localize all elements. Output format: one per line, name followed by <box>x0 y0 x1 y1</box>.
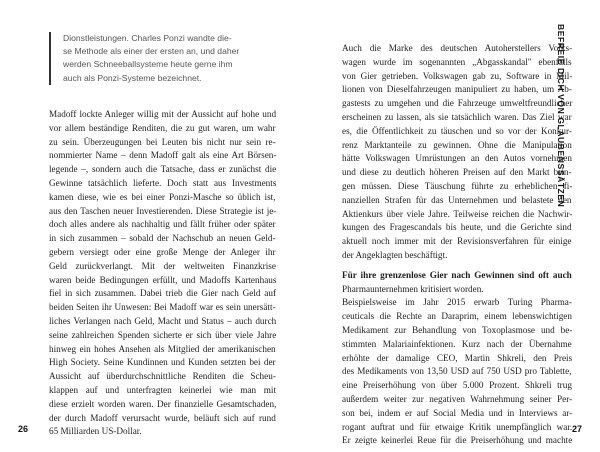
body-line: High Society. Seine Kundinnen und Kunden setzten bei der <box>49 357 276 368</box>
body-line: Gewinne tatsächlich lieferte. Doch statt aus Investments <box>49 177 277 188</box>
body-line: diese erzielt worden waren. Der finanzielle Gesamtschaden, <box>49 398 277 409</box>
body-line: Er zeigte keinerlei Reue für die Preiserhöhung und machte <box>342 435 573 446</box>
body-line: son bei, indem er auf Social Media und in Interviews ar- <box>342 407 573 418</box>
body-line: fiel in sich zusammen. Dabei trieb die Gier nach Geld auf <box>49 288 276 299</box>
body-line: der Angeklagten beschäftigt. <box>342 249 448 260</box>
body-line: Aussicht auf überdurchschnittliche Renditen die Scheu- <box>49 371 276 382</box>
body-line: wagen wurde im sogenannten „Abgasskandal" ebenfalls <box>342 56 572 67</box>
quote-line: auch als Ponzi-Systeme bezeichnet. <box>63 72 202 83</box>
body-line: legende –, sondern auch die Tatsache, dass er zunächst die <box>49 164 277 175</box>
body-line: Pharmaunternehmen kritisiert worden. <box>342 283 484 294</box>
body-line: aktuell noch immer mit der Revisionsverfahren für einige <box>342 236 572 247</box>
running-title-text: BEFREIE DICH VON GLAUBENSSÄTZEN <box>556 24 566 208</box>
body-line: renz Marktanteile zu gewinnen. Ohne die Manipulation <box>342 139 572 150</box>
body-line: Beispielsweise im Jahr 2015 erwarb Turing Pharma- <box>342 297 572 308</box>
body-line: vor allem beständige Renditen, die zu gut waren, um wahr <box>49 122 276 133</box>
page-number-left: 26 <box>18 424 29 434</box>
body-line: gastests zu umgehen und die Fahrzeuge umweltfreundlicher <box>342 98 573 109</box>
quote-line: Dionstleistungen. Charles Ponzi wandte die- <box>63 33 232 43</box>
body-line: doch alles andere als nachhaltig und fällt früher oder später <box>49 219 276 230</box>
body-line: außerdem weiter zur negativen Wahrnehmung seiner Per- <box>342 393 573 404</box>
body-line: kamen diese, wie es bei einer Ponzi-Masche so üblich ist, <box>49 191 276 202</box>
body-line: kungen des Fragescandals bis heute, und die Gerichte sind <box>342 222 572 233</box>
body-line: hinweg ein hohes Ansehen als Mitglied der amerikanischen <box>49 343 276 354</box>
body-line: aus den Taschen neuer Investierenden. Diese Strategie ist je- <box>49 205 277 216</box>
body-line: gebern versiegt oder eine große Menge der Anleger ihr <box>49 246 276 257</box>
body-line: 65 Milliarden US-Dollar. <box>49 426 142 437</box>
body-line: Geld zurückverlangt. Mit der weltweiten Finanzkrise <box>49 260 276 271</box>
body-line: stimmten Malariainfektionen. Kurz nach der Übernahme <box>342 338 572 349</box>
quote-box <box>49 32 285 85</box>
body-line: liches Verlangen nach Geld, Macht und Status – auch durch <box>49 315 277 326</box>
quote-line: se Methode als einer der ersten an, und daher <box>63 46 240 57</box>
body-line: eine Preiserhöhung von über 5.000 Prozent. Shkreli trug <box>342 380 572 391</box>
body-line: in sich zusammen – sobald der Nachschub an neuen Geld- <box>49 233 276 244</box>
body-line: von Gier getrieben. Volkswagen gab zu, Software in Mil- <box>342 70 573 81</box>
body-line: beiden Seiten ihr Unwesen: Bei Madoff war es sein unersätt- <box>49 302 276 313</box>
body-line: der durch Madoff verursacht wurde, beläuft sich auf rund <box>49 412 276 423</box>
body-line: klappen auf und unterfragten keinerlei wie man mit <box>49 384 277 395</box>
body-line: nommierter Name – denn Madoff galt als eine Art Börsen- <box>49 150 277 161</box>
body-line: und diese zu deutlich höheren Preisen auf den Markt brin- <box>342 167 572 178</box>
running-title <box>554 24 568 324</box>
body-line: gen müssen. Diese Täuschung führte zu erheblichen fi- <box>342 180 573 191</box>
body-line: ceuticals die Rechte an Daraprim, einem lebenswichtigen <box>342 311 572 322</box>
body-line: nanziellen Strafen für das Unternehmen und belastete den <box>342 194 572 205</box>
body-line: des Medikaments von 13,50 USD auf 750 USD pro Tablette, <box>342 366 572 377</box>
body-line: zu sein. Überzeugungen bei Leuten bis nicht nur sein re- <box>49 136 276 147</box>
left-body-text <box>49 108 276 439</box>
body-line: Auch die Marke des deutschen Autoherstellers Volks- <box>342 43 573 53</box>
body-line: lionen von Dieselfahrzeugen manipuliert zu haben, um Ab- <box>342 84 572 95</box>
right-body-text <box>342 42 572 448</box>
body-line: Aktienkurs über viele Jahre. Teilweise reichen die Nachwir- <box>342 208 573 219</box>
body-line: erscheinen zu lassen, als sie tatsächlich waren. Das Ziel war <box>342 111 572 122</box>
page-number-right: 27 <box>572 424 583 434</box>
body-line: rogant auftrat und für etwaige Kritik unempfänglich war. <box>342 421 573 432</box>
body-line: Madoff lockte Anleger willig mit der Aussicht auf hohe und <box>49 109 277 119</box>
section-heading: Für ihre grenzenlose Gier nach Gewinnen sind oft auch <box>342 269 572 280</box>
body-line: waren beide Bedingungen erfüllt, und Madoffs Kartenhaus <box>49 274 277 285</box>
body-line: es, die Öffentlichkeit zu täuschen und so vor der Konkur- <box>342 125 572 136</box>
body-line: seine zahlreichen Spenden sicherte er sich über viele Jahre <box>49 329 277 340</box>
body-line: Medikament zur Behandlung von Toxoplasmose und be- <box>342 324 573 335</box>
quote-line: werden Schneeballsysteme heute gerne ihm <box>63 59 233 70</box>
body-line: hätte Volkswagen Umrüstungen an den Autos vornehmen <box>342 153 572 164</box>
body-line: erhöhte der damalige CEO, Martin Shkreli, den Preis <box>342 352 573 363</box>
